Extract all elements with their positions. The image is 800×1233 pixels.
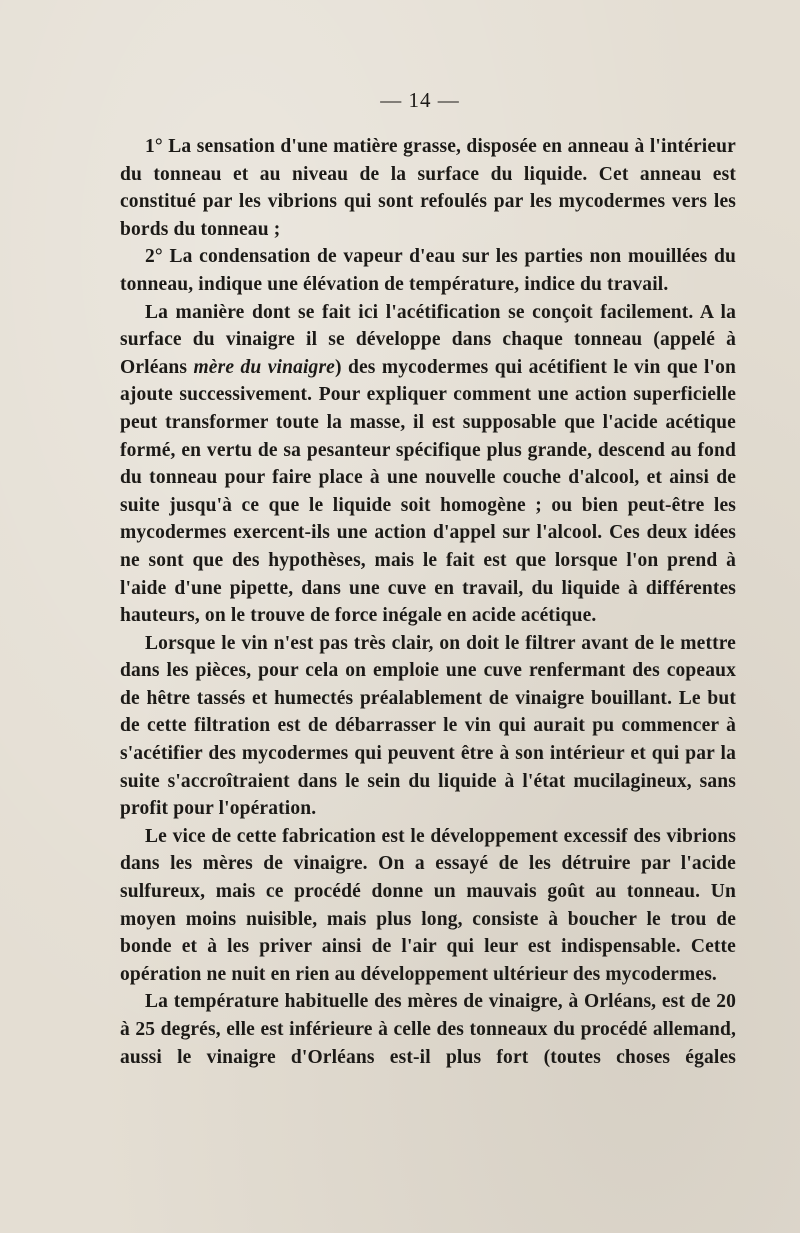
italic-term: mère du vinaigre <box>193 356 335 378</box>
paragraph-3-part-1: La manière dont se fait ici l'acétification se conçoit facilement. A la surface du vinaigre il se développe dans chaque tonneau (appelé à Orléans <box>120 301 736 378</box>
paragraph-6: La température habituelle des mères de vinaigre, à Orléans, est de 20 à 25 degrés, elle est inférieure à celle des tonneaux du procédé allemand, aussi le vinaigre d'Orléans est-il plus fort (toutes choses égales <box>120 991 736 1068</box>
body-text <box>120 133 736 1071</box>
paragraph-3 <box>120 299 736 630</box>
paragraph-4: Lorsque le vin n'est pas très clair, on doit le filtrer avant de le mettre dans les pièces, pour cela on emploie une cuve renfermant des copeaux de hêtre tassés et humectés préalablement de vinaigre bouillant. Le but de cette filtration est de débarrasser le vin qui aurait pu commencer à s'acétifier des mycodermes qui peuvent être à son intérieur et qui par la suite s'accroîtraient dans le sein du liquide à l'état mucilagineux, sans profit pour l'opération. <box>120 632 736 820</box>
paragraph-3-part-2: ) des mycodermes qui acétifient le vin que l'on ajoute successivement. Pour expliquer comment une action superficielle peut transformer toute la masse, il est supposable que l'acide acétique formé, en vertu de sa pesanteur spécifique plus grande, descend au fond du tonneau pour faire place à une nouvelle couche d'alcool, et ainsi de suite jusqu'à ce que le liquide soit homogène ; ou bien peut-être les mycodermes exercent-ils une action d'appel sur l'alcool. Ces deux idées ne sont que des hypothèses, mais le fait est que lorsque l'on prend à l'aide d'une pipette, dans une cuve en travail, du liquide à différentes hauteurs, on le trouve de force inégale en acide acétique. <box>120 356 736 627</box>
paragraph-2: 2° La condensation de vapeur d'eau sur les parties non mouillées du tonneau, indique une élévation de température, indice du travail. <box>120 246 736 295</box>
paragraph-1: 1° La sensation d'une matière grasse, disposée en anneau à l'intérieur du tonneau et au niveau de la surface du liquide. Cet anneau est constitué par les vibrions qui sont refoulés par les mycodermes vers les bords du tonneau ; <box>120 136 736 240</box>
page-number: — 14 — <box>380 88 460 112</box>
paragraph-5: Le vice de cette fabrication est le développement excessif des vibrions dans les mères de vinaigre. On a essayé de les détruire par l'acide sulfureux, mais ce procédé donne un mauvais goût au tonneau. Un moyen moins nuisible, mais plus long, consiste à boucher le trou de bonde et à les priver ainsi de l'air qui leur est indispensable. Cette opération ne nuit en rien au développement ultérieur des mycodermes. <box>120 825 736 985</box>
